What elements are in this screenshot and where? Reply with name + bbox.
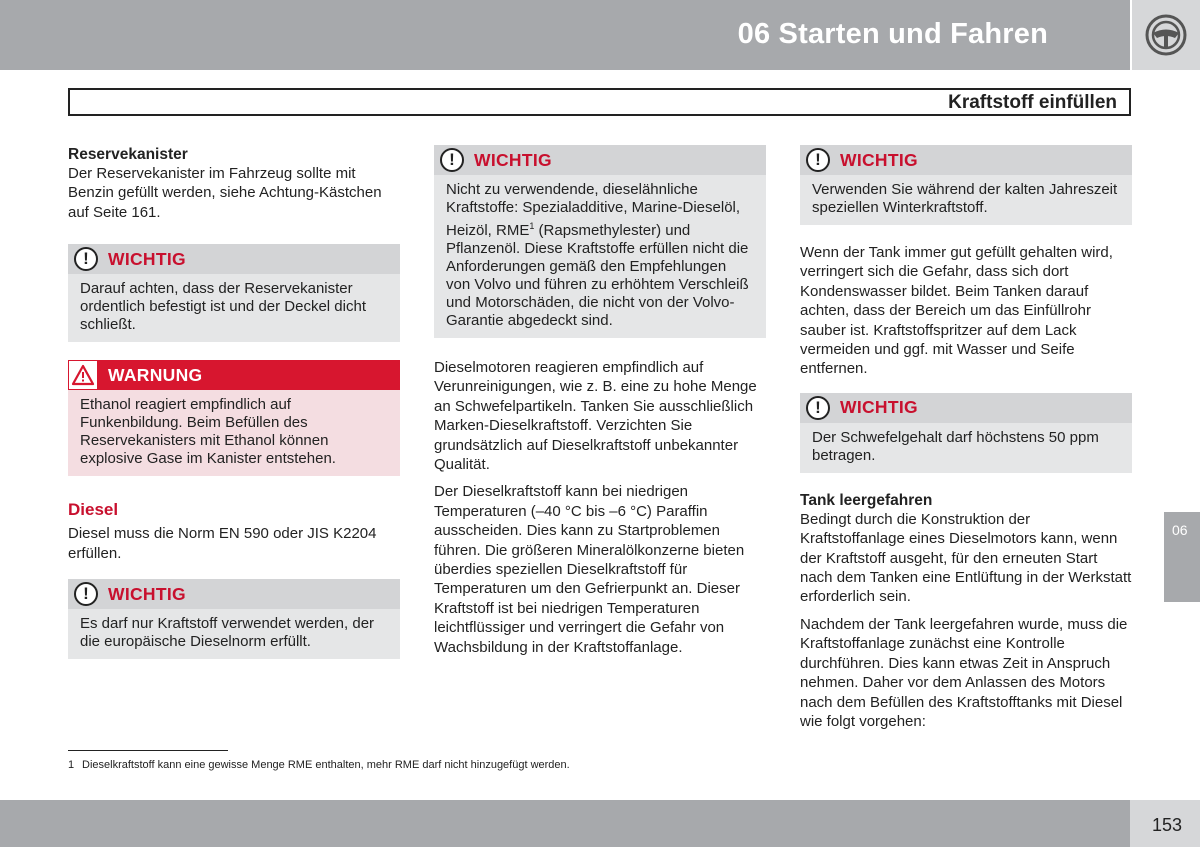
side-tab-label: 06 — [1172, 522, 1188, 538]
paragraph: Nachdem der Tank leergefahren wurde, muss die Kraftstoffanlage zunächst eine Kontrolle durchführen. Dies kann etwas Zeit in Anspruch nehmen. Daher vor dem Anlassen des Motors nach dem Befüllen des Kraftstofftanks mit Diesel wie folgt vorgehen: — [800, 615, 1128, 730]
notice-text: Verwenden Sie während der kalten Jahreszeit speziellen Winterkraftstoff. — [812, 181, 1118, 216]
paragraph: Dieselmotoren reagieren empfindlich auf Verunreinigungen, wie z. B. eine zu hohe Menge an Schwefelpartikeln. Tanken Sie ausschließlich Marken-Dieselkraftstoff. Verzichten Sie grundsätzlich auf Dieselkraftstoff unbekannter Qualität. — [434, 359, 757, 474]
warning-text: Ethanol reagiert empfindlich auf Funkenbildung. Beim Befüllen des Reservekanisters mit Ethanol können explosive Gase im Kanister entstehen. — [80, 396, 336, 468]
notice-text-part-b: (Rapsmethylester) und Pflanzenöl. Diese Kraftstoffe erfüllen nicht die Anforderungen gemäß den Empfehlungen von Volvo und führen zu erhöhtem Verschleiß und Motorschäden, die nicht von der Volvo-Garantie abgedeckt sind. — [446, 222, 749, 329]
reservekanister-heading: Reservekanister — [68, 146, 188, 163]
warning-box — [68, 360, 400, 476]
chapter-icon-box — [1132, 0, 1200, 70]
footer-bar — [0, 800, 1200, 847]
notice-header — [68, 579, 400, 609]
warning-triangle-icon — [68, 360, 98, 390]
notice-box — [68, 244, 400, 342]
notice-text: Es darf nur Kraftstoff verwendet werden, der die europäische Dieselnorm erfüllt. — [80, 615, 375, 651]
warning-header — [68, 360, 400, 390]
notice-label: WICHTIG — [474, 149, 552, 170]
notice-box — [68, 579, 400, 659]
footnote-ref: 1 — [529, 221, 535, 231]
steering-wheel-icon — [1145, 14, 1187, 56]
notice-box — [800, 393, 1132, 473]
footnote — [68, 759, 570, 771]
paragraph: Der Dieselkraftstoff kann bei niedrigen Temperaturen (–40 °C bis –6 °C) Paraffin ausscheiden. Dies kann zu Startproblemen führen. Die größeren Mineralölkonzerne bieten überdies speziellen Dieselkraftstoff für Temperaturen um den Gefrierpunkt an. Dieser Kraftstoff ist bei niedrigen Temperaturen leichtflüssiger und verringert die Gefahr von Wachsbildung in der Kraftstoffanlage. — [434, 483, 745, 656]
page-number: 153 — [1151, 815, 1182, 835]
footnote-number: 1 — [68, 759, 75, 771]
chapter-side-tab — [1164, 512, 1200, 602]
notice-label: WICHTIG — [840, 397, 918, 418]
notice-header — [434, 145, 766, 175]
reservekanister-text: Der Reservekanister im Fahrzeug sollte mit Benzin gefüllt werden, siehe Achtung-Kästchen auf Seite 161. — [68, 165, 382, 221]
footnote-rule — [68, 750, 228, 751]
notice-text-part-a: Nicht zu verwendende, dieselähnliche Kraftstoffe: Spezialadditive, Marine-Dieselöl, Heizöl, RME — [446, 181, 741, 239]
notice-label: WICHTIG — [840, 149, 918, 170]
column-2 — [434, 145, 766, 665]
tank-leergefahren-heading: Tank leergefahren — [800, 491, 933, 509]
diesel-text: Diesel muss die Norm EN 590 oder JIS K2204 erfüllen. — [68, 525, 377, 562]
exclamation-icon: ! — [806, 148, 830, 172]
footnote-text: Dieselkraftstoff kann eine gewisse Menge RME enthalten, mehr RME darf nicht hinzugefügt werden. — [82, 759, 570, 771]
notice-text — [434, 175, 766, 338]
section-title-box — [68, 88, 1131, 116]
chapter-title: 06 Starten und Fahren — [737, 18, 1048, 50]
notice-header — [800, 393, 1132, 423]
notice-text: Darauf achten, dass der Reservekanister ordentlich befestigt ist und der Deckel dicht schließt. — [80, 280, 366, 334]
exclamation-icon: ! — [806, 396, 830, 420]
chapter-header-bar — [0, 0, 1130, 70]
exclamation-icon: ! — [74, 247, 98, 271]
diesel-heading: Diesel — [68, 500, 119, 520]
exclamation-icon: ! — [74, 582, 98, 606]
notice-header — [68, 244, 400, 274]
column-1 — [68, 145, 400, 675]
notice-header — [800, 145, 1132, 175]
paragraph: Wenn der Tank immer gut gefüllt gehalten wird, verringert sich die Gefahr, dass sich dort Kondenswasser bildet. Beim Tanken darauf achten, dass der Bereich um das Einfüllrohr sauber ist. Kraftstoffspritzer auf dem Lack vermeiden und ggf. mit Wasser und Seife entfernen. — [800, 244, 1113, 378]
notice-label: WICHTIG — [108, 583, 186, 604]
notice-label: WICHTIG — [108, 248, 186, 269]
paragraph: Bedingt durch die Konstruktion der Kraftstoffanlage eines Dieselmotors kann, wenn der Kraftstoff ausgeht, für den erneuten Start nach dem Tanken eine Entlüftung in der Werkstatt erforderlich sein. — [800, 510, 1132, 606]
exclamation-icon: ! — [440, 148, 464, 172]
notice-box — [800, 145, 1132, 225]
warning-label: WARNUNG — [108, 364, 203, 385]
section-title: Kraftstoff einfüllen — [948, 92, 1117, 113]
column-3 — [800, 145, 1132, 739]
notice-box — [434, 145, 766, 338]
notice-text: Der Schwefelgehalt darf höchstens 50 ppm betragen. — [812, 428, 1099, 464]
page-number-box — [1130, 800, 1200, 847]
